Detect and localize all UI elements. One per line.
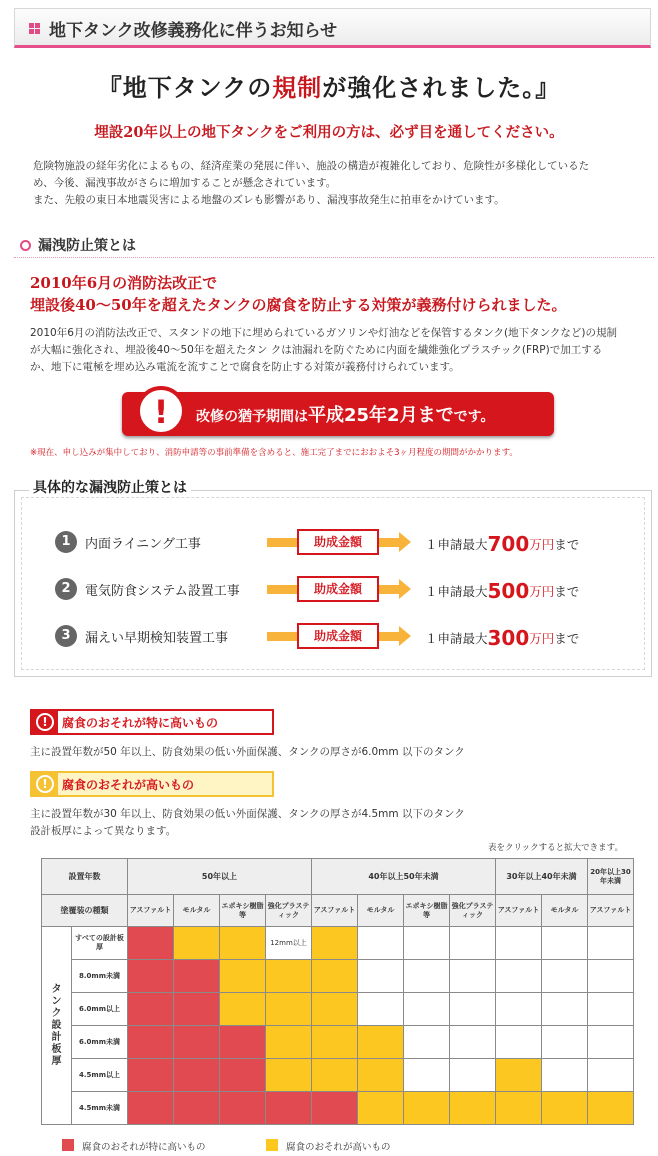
legend-mid: 腐食のおそれが高いもの <box>286 1142 391 1153</box>
risk-cell <box>128 993 174 1026</box>
measure-name: 漏えい早期検知装置工事 <box>85 631 229 646</box>
risk-cell <box>128 1026 174 1059</box>
risk-cell <box>358 1092 404 1125</box>
corrosion-table[interactable] <box>41 858 634 1125</box>
table-row <box>42 993 634 1026</box>
risk-cell <box>542 960 588 993</box>
arrow-icon <box>267 538 299 547</box>
thickness-label: 4.5mm未満 <box>72 1092 128 1125</box>
risk-cell <box>496 960 542 993</box>
schedule-note: ※現在、申し込みが集中しており、消防申請等の事前準備を含めると、施工完了までにおおよそ3ヶ月程度の期間がかかります。 <box>30 448 518 458</box>
risk-cell <box>220 993 266 1026</box>
risk-cell <box>174 1026 220 1059</box>
risk-cell <box>404 1092 450 1125</box>
risk-cell: 12mm以上 <box>266 927 312 960</box>
risk-mid-note: 設計板厚によって異なります。 <box>30 825 177 837</box>
arrow-icon <box>267 632 299 641</box>
coating-cell: エポキシ樹脂等 <box>220 895 266 927</box>
risk-cell <box>220 1092 266 1125</box>
legend-swatch-mid <box>266 1139 278 1151</box>
risk-cell <box>450 1026 496 1059</box>
risk-cell <box>496 927 542 960</box>
risk-cell <box>312 1026 358 1059</box>
coating-row <box>42 895 634 927</box>
risk-cell <box>312 960 358 993</box>
risk-cell <box>266 1026 312 1059</box>
table-row <box>42 1059 634 1092</box>
grid-icon <box>29 23 40 34</box>
risk-cell <box>450 1059 496 1092</box>
table-row <box>42 1092 634 1125</box>
click-note: 表をクリックすると拡大できます。 <box>488 843 623 853</box>
table-row <box>42 1026 634 1059</box>
coating-cell: 強化プラスティック <box>266 895 312 927</box>
risk-cell <box>266 993 312 1026</box>
risk-cell <box>220 960 266 993</box>
risk-cell <box>450 960 496 993</box>
risk-cell <box>174 1059 220 1092</box>
risk-cell <box>542 1059 588 1092</box>
thickness-label: 6.0mm未満 <box>72 1026 128 1059</box>
exclamation-icon: ! <box>136 386 186 436</box>
risk-cell <box>128 927 174 960</box>
section-heading <box>14 234 654 258</box>
risk-cell <box>220 1059 266 1092</box>
law-description: 2010年6月の消防法改正で、スタンドの地下に埋められているガソリンや灯油などを保管するタンク(地下タンクなど)の規制 が大幅に強化され、埋設後40〜50年を超えたタン クは油漏れを防ぐために内面を繊維強化プラスチック(FRP)で加工する か、地下に電極を埋め込み電流を流すことで腐食を防止する対策が義務付けられています。 <box>30 327 617 373</box>
coating-cell: エポキシ樹脂等 <box>404 895 450 927</box>
risk-cell <box>312 927 358 960</box>
risk-cell <box>496 993 542 1026</box>
risk-cell <box>174 960 220 993</box>
exclamation-icon: ! <box>36 713 54 731</box>
arrow-right-icon <box>399 532 411 552</box>
risk-cell <box>542 1092 588 1125</box>
arrow-icon <box>267 585 299 594</box>
risk-cell <box>588 1026 634 1059</box>
arrow-right-icon <box>399 579 411 599</box>
risk-cell <box>266 1092 312 1125</box>
risk-cell <box>174 1092 220 1125</box>
risk-cell <box>266 1059 312 1092</box>
section-title: 漏洩防止策とは <box>38 238 136 254</box>
group-header: 20年以上30年未満 <box>588 859 634 895</box>
thickness-side-label: タンク設計板厚 <box>42 927 72 1125</box>
risk-cell <box>220 927 266 960</box>
measure-row <box>15 576 653 604</box>
thickness-label: すべての設計板厚 <box>72 927 128 960</box>
risk-cell <box>358 927 404 960</box>
risk-cell <box>174 927 220 960</box>
number-badge: 2 <box>55 578 77 600</box>
risk-high-label: ! 腐食のおそれが特に高いもの <box>30 709 274 735</box>
coating-cell: モルタル <box>542 895 588 927</box>
year-header: 設置年数 <box>42 859 128 895</box>
measure-row <box>15 623 653 651</box>
subsidy-button[interactable]: 助成金額 <box>297 576 379 602</box>
measure-name: 内面ライニング工事 <box>85 537 201 552</box>
risk-cell <box>404 1026 450 1059</box>
legend-high: 腐食のおそれが特に高いもの <box>82 1142 206 1153</box>
coating-cell: アスファルト <box>496 895 542 927</box>
risk-cell <box>312 993 358 1026</box>
risk-cell <box>358 1059 404 1092</box>
exclamation-icon: ! <box>36 775 54 793</box>
arrow-right-icon <box>399 626 411 646</box>
thickness-label: 6.0mm以上 <box>72 993 128 1026</box>
risk-cell <box>450 1092 496 1125</box>
group-header: 30年以上40年未満 <box>496 859 588 895</box>
intro-text: 危険物施設の経年劣化によるもの、経済産業の発展に伴い、施設の構造が複雑化しており、危険性が多様化しているた め、今後、漏洩事故がさらに増加することが懸念されています。 また、先般の東日本地震災害による地盤のズレも影響があり、漏洩事故発生に拍車をかけています。 <box>33 160 590 206</box>
group-header: 50年以上 <box>128 859 312 895</box>
risk-cell <box>450 993 496 1026</box>
thickness-label: 4.5mm以上 <box>72 1059 128 1092</box>
risk-cell <box>404 960 450 993</box>
thickness-label: 8.0mm未満 <box>72 960 128 993</box>
table-row <box>42 927 634 960</box>
risk-cell <box>312 1092 358 1125</box>
risk-cell <box>174 993 220 1026</box>
risk-cell <box>496 1026 542 1059</box>
risk-cell <box>128 1092 174 1125</box>
measures-title: 具体的な漏洩防止策とは <box>29 477 191 497</box>
subsidy-button[interactable]: 助成金額 <box>297 623 379 649</box>
deadline-banner <box>122 392 554 436</box>
coating-cell: アスファルト <box>588 895 634 927</box>
measure-name: 電気防食システム設置工事 <box>85 584 240 599</box>
risk-cell <box>358 1026 404 1059</box>
risk-cell <box>312 1059 358 1092</box>
risk-cell <box>128 1059 174 1092</box>
risk-cell <box>404 993 450 1026</box>
coating-cell: モルタル <box>174 895 220 927</box>
page-title: 地下タンク改修義務化に伴うお知らせ <box>49 21 338 41</box>
risk-cell <box>542 993 588 1026</box>
risk-cell <box>588 960 634 993</box>
risk-cell <box>450 927 496 960</box>
risk-cell <box>266 960 312 993</box>
risk-cell <box>220 1026 266 1059</box>
coating-cell: モルタル <box>358 895 404 927</box>
law-statement: 2010年6月の消防法改正で 埋設後40〜50年を超えたタンクの腐食を防止する対策が義務付けられました。 <box>30 274 567 314</box>
subsidy-button[interactable]: 助成金額 <box>297 529 379 555</box>
coating-cell: アスファルト <box>312 895 358 927</box>
subsidy-amount: １申請最大500万円まで <box>425 579 580 603</box>
main-heading: 『地下タンクの規制が強化されました。』 <box>97 73 561 102</box>
risk-cell <box>496 1059 542 1092</box>
header-bar <box>14 8 651 48</box>
risk-cell <box>588 927 634 960</box>
risk-cell <box>588 1059 634 1092</box>
risk-cell <box>404 927 450 960</box>
subsidy-amount: １申請最大300万円まで <box>425 626 580 650</box>
measures-box <box>14 480 652 677</box>
number-badge: 1 <box>55 531 77 553</box>
deadline-text: 改修の猶予期間は平成25年2月までです。 <box>196 405 495 426</box>
number-badge: 3 <box>55 625 77 647</box>
risk-mid-label: ! 腐食のおそれが高いもの <box>30 771 274 797</box>
group-header: 40年以上50年未満 <box>312 859 496 895</box>
risk-cell <box>588 1092 634 1125</box>
coating-cell: アスファルト <box>128 895 174 927</box>
risk-cell <box>542 927 588 960</box>
risk-high-desc: 主に設置年数が50 年以上、防食効果の低い外面保護、タンクの厚さが6.0mm 以下のタンク <box>30 746 465 758</box>
risk-cell <box>496 1092 542 1125</box>
risk-cell <box>404 1059 450 1092</box>
risk-mid-desc: 主に設置年数が30 年以上、防食効果の低い外面保護、タンクの厚さが4.5mm 以下のタンク <box>30 808 465 820</box>
risk-cell <box>358 960 404 993</box>
risk-cell <box>128 960 174 993</box>
legend-swatch-high <box>62 1139 74 1151</box>
risk-cell <box>588 993 634 1026</box>
coating-cell: 強化プラスティック <box>450 895 496 927</box>
risk-cell <box>358 993 404 1026</box>
coating-header: 塗覆装の種類 <box>42 895 128 927</box>
subsidy-amount: １申請最大700万円まで <box>425 532 580 556</box>
table-row <box>42 960 634 993</box>
measure-row <box>15 529 653 557</box>
risk-cell <box>542 1026 588 1059</box>
sub-heading: 埋設20年以上の地下タンクをご利用の方は、必ず目を通してください。 <box>94 124 564 141</box>
circle-bullet-icon <box>20 240 31 251</box>
